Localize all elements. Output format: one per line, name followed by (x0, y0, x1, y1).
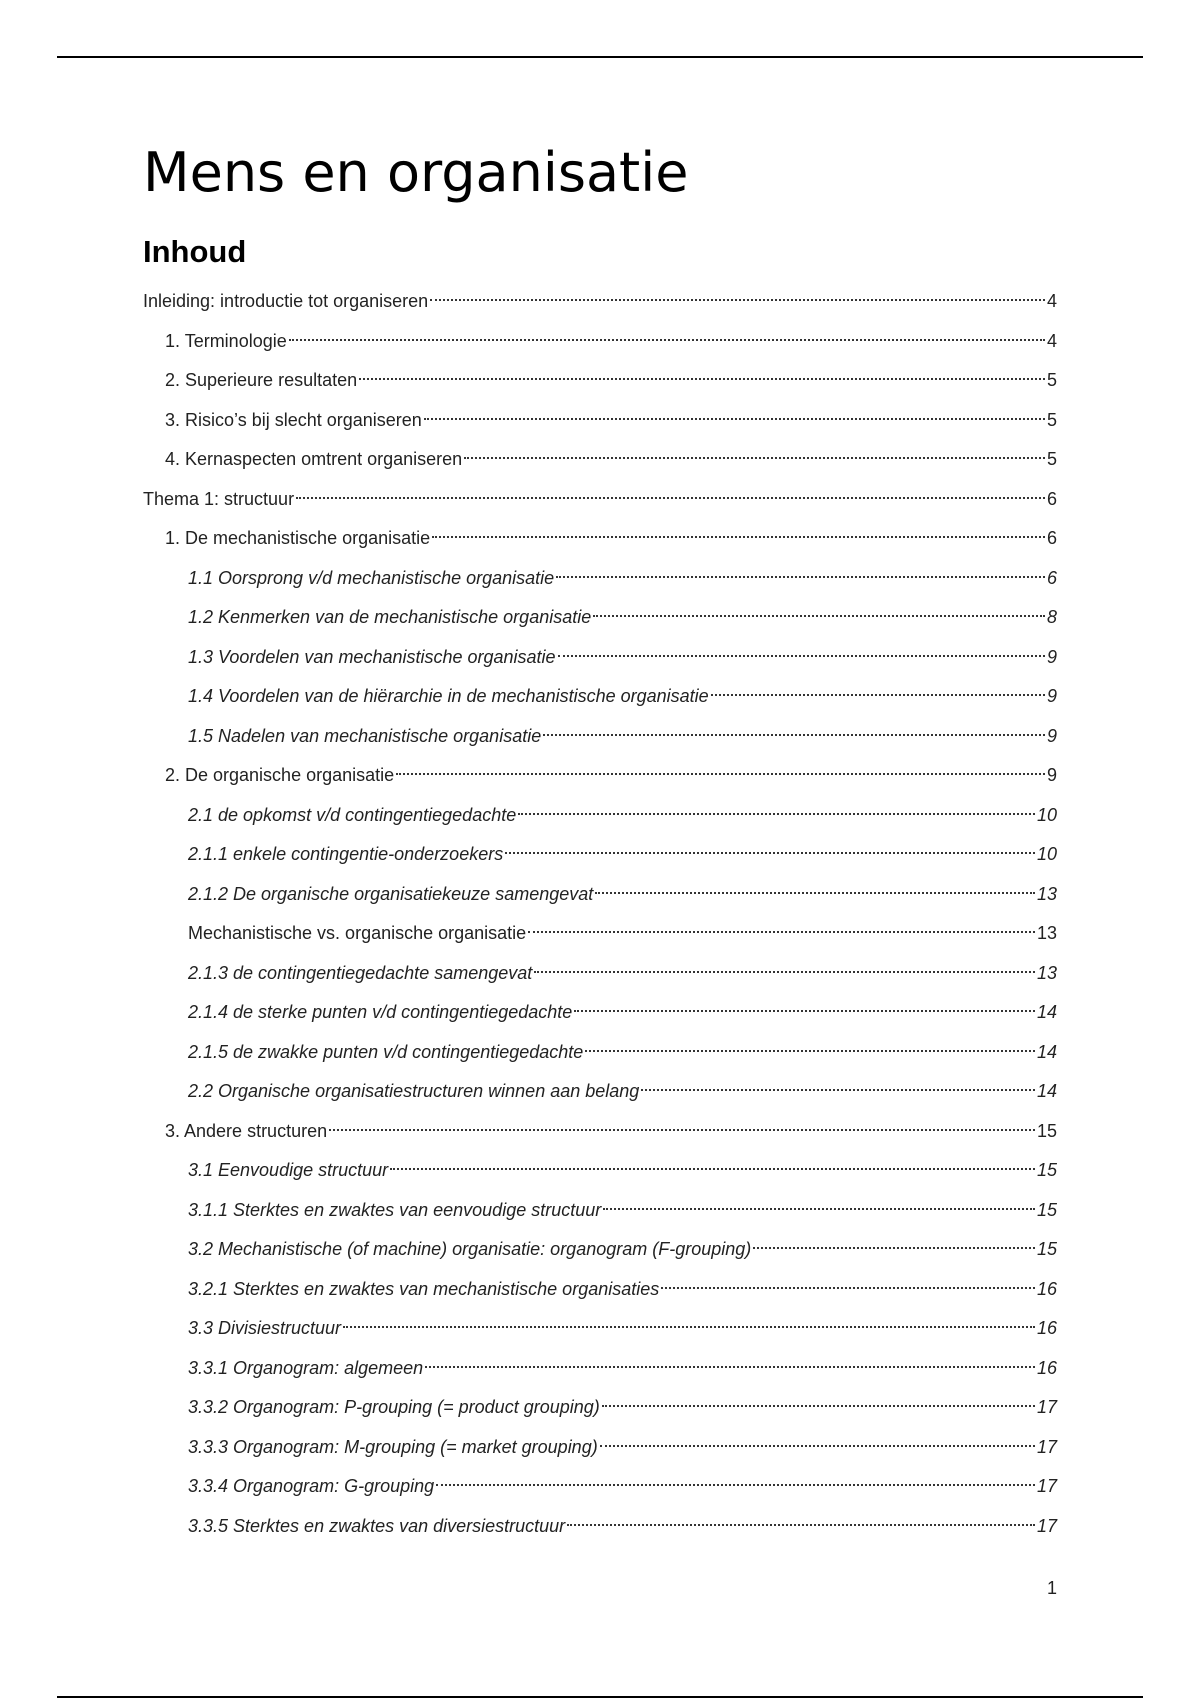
toc-entry-text: Thema 1: structuur (143, 488, 295, 509)
toc-leader-dots (534, 971, 1035, 973)
toc-entry[interactable] (143, 559, 1057, 599)
toc-entry[interactable] (143, 796, 1057, 836)
toc-leader-dots (425, 1366, 1035, 1368)
toc-entry[interactable] (143, 993, 1057, 1033)
toc-entry[interactable] (143, 954, 1057, 994)
toc-entry-text: 3.1.1 Sterktes en zwaktes van eenvoudige structuur (188, 1199, 602, 1220)
document-title: Mens en organisatie (143, 141, 689, 204)
toc-entry-page: 14 (1036, 1081, 1057, 1101)
toc-leader-dots (390, 1168, 1035, 1170)
toc-entry-page: 14 (1036, 1002, 1057, 1022)
toc-entry[interactable] (143, 1230, 1057, 1270)
toc-entry-page: 4 (1046, 330, 1057, 351)
toc-entry-page: 13 (1036, 962, 1057, 983)
toc-entry-text: 2.1.1 enkele contingentie-onderzoekers (188, 844, 504, 864)
toc-entry-text: 2.1.5 de zwakke punten v/d contingentiegedachte (188, 1041, 584, 1062)
toc-entry-page: 4 (1046, 291, 1057, 311)
toc-leader-dots (595, 892, 1035, 894)
toc-entry-page: 9 (1046, 646, 1057, 667)
toc-entry-text: 1.1 Oorsprong v/d mechanistische organisatie (188, 567, 555, 588)
toc-entry-text: 3.2.1 Sterktes en zwaktes van mechanistische organisaties (188, 1278, 660, 1299)
toc-entry-page: 17 (1036, 1515, 1057, 1536)
toc-entry[interactable] (143, 1191, 1057, 1231)
toc-leader-dots (505, 852, 1035, 854)
toc-entry[interactable] (143, 835, 1057, 875)
toc-leader-dots (593, 615, 1045, 617)
toc-leader-dots (556, 576, 1045, 578)
toc-entry-page: 6 (1046, 567, 1057, 588)
toc-leader-dots (359, 378, 1045, 380)
toc-entry[interactable] (143, 914, 1057, 954)
toc-entry-page: 13 (1036, 923, 1057, 943)
toc-entry-page: 9 (1046, 725, 1057, 746)
toc-entry[interactable] (143, 677, 1057, 717)
toc-entry-text: Inleiding: introductie tot organiseren (143, 291, 429, 311)
toc-leader-dots (711, 694, 1045, 696)
toc-entry[interactable] (143, 1151, 1057, 1191)
toc-leader-dots (558, 655, 1045, 657)
toc-entry[interactable] (143, 598, 1057, 638)
toc-entry-text: 1. De mechanistische organisatie (165, 528, 431, 548)
toc-entry[interactable] (143, 1072, 1057, 1112)
toc-leader-dots (603, 1208, 1035, 1210)
page-number: 1 (1046, 1578, 1057, 1598)
toc-entry[interactable] (143, 1388, 1057, 1428)
toc-entry-text: 1.3 Voordelen van mechanistische organisatie (188, 646, 556, 667)
toc-leader-dots (396, 773, 1045, 775)
toc-entry-page: 15 (1036, 1160, 1057, 1180)
toc-entry-text: 3.3.4 Organogram: G-grouping (188, 1476, 435, 1496)
toc-entry-text: 1. Terminologie (165, 330, 287, 351)
toc-entry-page: 17 (1036, 1476, 1057, 1496)
toc-entry[interactable] (143, 1309, 1057, 1349)
toc-leader-dots (464, 457, 1045, 459)
toc-leader-dots (641, 1089, 1035, 1091)
toc-leader-dots (424, 418, 1045, 420)
toc-entry-page: 15 (1036, 1239, 1057, 1259)
toc-leader-dots (528, 931, 1035, 933)
toc-entry-page: 6 (1046, 488, 1057, 509)
toc-heading: Inhoud (143, 234, 247, 269)
toc-entry[interactable] (143, 519, 1057, 559)
toc-entry-page: 13 (1036, 883, 1057, 904)
toc-entry-page: 15 (1036, 1199, 1057, 1220)
toc-entry-page: 17 (1036, 1436, 1057, 1457)
toc-entry-text: 3.3 Divisiestructuur (188, 1318, 342, 1338)
toc-entry[interactable] (143, 361, 1057, 401)
toc-entry-page: 9 (1046, 765, 1057, 785)
toc-entry[interactable] (143, 1507, 1057, 1547)
toc-entry-text: 2. De organische organisatie (165, 765, 395, 785)
toc-leader-dots (518, 813, 1035, 815)
header-rule (57, 56, 1143, 58)
toc-leader-dots (567, 1524, 1035, 1526)
toc-entry-page: 9 (1046, 686, 1057, 706)
toc-entry-text: 2.1 de opkomst v/d contingentiegedachte (188, 804, 517, 825)
toc-entry[interactable] (143, 401, 1057, 441)
toc-entry[interactable] (143, 638, 1057, 678)
toc-leader-dots (661, 1287, 1035, 1289)
toc-entry-text: 2.2 Organische organisatiestructuren winnen aan belang (188, 1081, 640, 1101)
toc-leader-dots (430, 299, 1045, 301)
toc-leader-dots (543, 734, 1045, 736)
toc-leader-dots (585, 1050, 1035, 1052)
toc-entry-text: 3.3.5 Sterktes en zwaktes van diversiestructuur (188, 1515, 566, 1536)
toc-entry[interactable] (143, 1270, 1057, 1310)
toc-entry-text: 3.3.2 Organogram: P-grouping (= product grouping) (188, 1397, 600, 1417)
toc-entry-text: 3.3.3 Organogram: M-grouping (= market grouping) (188, 1436, 598, 1457)
toc-entry[interactable] (143, 1349, 1057, 1389)
toc-entry-text: 3.2 Mechanistische (of machine) organisatie: organogram (F-grouping) (188, 1239, 752, 1259)
toc-leader-dots (574, 1010, 1035, 1012)
toc-entry-page: 5 (1046, 449, 1057, 469)
toc-entry[interactable] (143, 1428, 1057, 1468)
toc-entry[interactable] (143, 480, 1057, 520)
toc-entry-page: 16 (1036, 1278, 1057, 1299)
toc-entry-page: 17 (1036, 1397, 1057, 1417)
toc-entry-text: 2.1.2 De organische organisatiekeuze samengevat (188, 883, 594, 904)
toc-entry[interactable] (143, 717, 1057, 757)
toc-entry-page: 15 (1036, 1120, 1057, 1141)
toc-entry-text: 1.2 Kenmerken van de mechanistische organisatie (188, 607, 592, 627)
toc-entry[interactable] (143, 756, 1057, 796)
toc-entry-text: 2. Superieure resultaten (165, 370, 358, 390)
toc-leader-dots (432, 536, 1045, 538)
toc-entry-text: 2.1.4 de sterke punten v/d contingentiegedachte (188, 1002, 573, 1022)
toc-leader-dots (289, 339, 1045, 341)
toc-entry-page: 16 (1036, 1318, 1057, 1338)
toc-entry-text: 3.3.1 Organogram: algemeen (188, 1357, 424, 1378)
toc-entry-page: 10 (1036, 804, 1057, 825)
toc-entry-page: 5 (1046, 409, 1057, 430)
footer-rule (57, 1696, 1143, 1698)
toc-entry-text: 1.5 Nadelen van mechanistische organisatie (188, 725, 542, 746)
toc-entry-text: 3. Andere structuren (165, 1120, 328, 1141)
toc-entry-page: 5 (1046, 370, 1057, 390)
toc-leader-dots (602, 1405, 1035, 1407)
toc-entry-page: 8 (1046, 607, 1057, 627)
toc-entry-text: Mechanistische vs. organische organisatie (188, 923, 527, 943)
toc-entry-page: 6 (1046, 528, 1057, 548)
toc-entry[interactable] (143, 322, 1057, 362)
toc-entry[interactable] (143, 1467, 1057, 1507)
toc-leader-dots (753, 1247, 1035, 1249)
toc-entry-page: 10 (1036, 844, 1057, 864)
toc-entry[interactable] (143, 440, 1057, 480)
toc-entry-text: 1.4 Voordelen van de hiërarchie in de mechanistische organisatie (188, 686, 709, 706)
toc-leader-dots (296, 497, 1045, 499)
toc-entry-text: 3.1 Eenvoudige structuur (188, 1160, 389, 1180)
toc-entry-page: 14 (1036, 1041, 1057, 1062)
toc-entry-text: 4. Kernaspecten omtrent organiseren (165, 449, 463, 469)
toc-entry-text: 2.1.3 de contingentiegedachte samengevat (188, 962, 533, 983)
toc-entry-page: 16 (1036, 1357, 1057, 1378)
toc-leader-dots (343, 1326, 1035, 1328)
toc-entry[interactable] (143, 1112, 1057, 1152)
toc-entry-text: 3. Risico’s bij slecht organiseren (165, 409, 422, 430)
toc-entry[interactable] (143, 1033, 1057, 1073)
toc-leader-dots (436, 1484, 1035, 1486)
toc-leader-dots (600, 1445, 1035, 1447)
toc-leader-dots (329, 1129, 1035, 1131)
toc-entry[interactable] (143, 282, 1057, 322)
toc-entry[interactable] (143, 875, 1057, 915)
table-of-contents (143, 282, 1057, 1546)
